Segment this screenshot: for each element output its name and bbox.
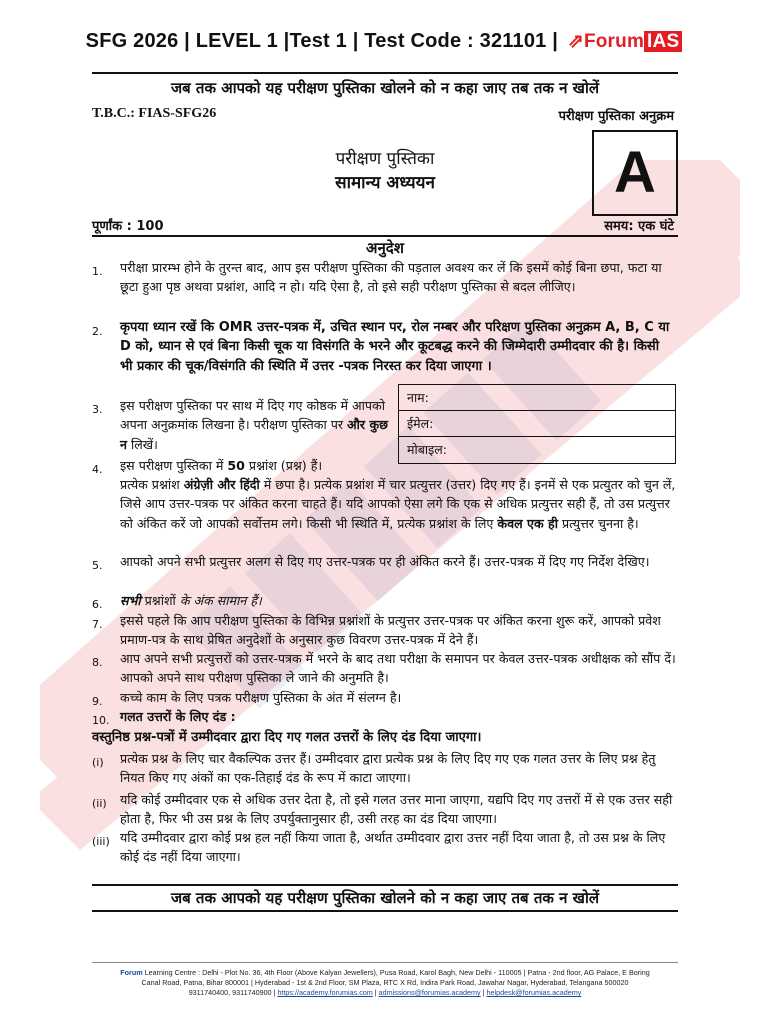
footer-rule: [92, 962, 678, 963]
footer: [92, 968, 678, 998]
only-one: केवल एक ही: [497, 515, 558, 531]
footer-phones: 9311740400, 9311740900 |: [188, 988, 276, 997]
footer-website-link[interactable]: https://academy.forumias.com: [277, 988, 373, 997]
item-number: 3.: [92, 403, 103, 416]
email-row[interactable]: [399, 411, 675, 437]
mobile-row[interactable]: [399, 437, 675, 462]
item-number: 5.: [92, 559, 103, 572]
logo-text-ias: IAS: [644, 31, 682, 52]
penalty-item-1: प्रत्येक प्रश्न के लिए चार वैकल्पिक उत्तर हैं। उम्मीदवार द्वारा प्रत्येक प्रश्न के लिए दिए गए एक गलत उत्तर के लिए प्रश्न हेतु नियत किए गए अंकों का एक-तिहाई दंड के रूप में काटा जाएगा।: [120, 751, 656, 786]
footer-address-1: Learning Centre : Delhi - Plot No. 36, 4th Floor (Above Kalyan Jewellers), Pusa Road, Karol Bagh, New Delhi - 110005 | Patna - 2nd floor, AG Palace, E Boring: [144, 968, 650, 977]
languages: अंग्रेज़ी और हिंदी: [183, 477, 260, 492]
logo-text-forum: Forum: [583, 31, 645, 53]
candidate-details-box: [398, 384, 676, 464]
instruction-4-body-b: में छपा है। प्रत्येक प्रश्नांश में चार प्रत्युत्तर (उत्तर) दिए गए हैं। इनमें से एक प्रत्युतर को चुन लें, जिसे आप उत्तर-पत्रक पर अंकित करना चाहते हैं। यदि आपको ऐसा लगे कि एक से अधिक प्रत्युत्तर सही हैं, तो उस प्रत्युत्तर को अंकित करें जो आपको सर्वोत्तम लगे। किसी भी स्थिति में, प्रत्येक प्रश्नांश के लिए: [120, 477, 676, 531]
tbc-code: T.B.C.: FIAS-SFG26: [92, 106, 217, 121]
footer-admissions-email[interactable]: admissions@forumias.academy: [378, 988, 481, 997]
bottom-rule-top: [92, 884, 678, 886]
instruction-5: आपको अपने सभी प्रत्युत्तर अलग से दिए गए उत्तर-पत्रक पर ही अंकित करने हैं। उत्तर-पत्रक में दिए गए निर्देश देखिए।: [120, 554, 650, 569]
name-row[interactable]: [399, 385, 675, 411]
item-number: 7.: [92, 618, 103, 631]
footer-line-1: [92, 968, 678, 978]
booklet-series-box: A: [592, 130, 678, 216]
instruction-2: कृपया ध्यान रखें कि OMR उत्तर-पत्रक में, उचित स्थान पर, रोल नम्बर और परिक्षण पुस्तिका अनुक्रम A, B, C या D को, ध्यान से एवं बिना किसी चूक या विसंगति के भरने और कूटबद्ध करने की जिम्मेदारी उम्मीदवार की है। किसी भी प्रकार की चूक/विसंगति की स्थिति में उत्तर -पत्रक निरस्त कर दिया जाएगा ।: [120, 320, 670, 374]
item-number: 6.: [92, 598, 103, 611]
instruction-3-emphasis: और कुछ न: [120, 417, 388, 452]
instruction-4-body-a: प्रत्येक प्रश्नांश: [120, 477, 184, 492]
penalty-number: (iii): [92, 835, 110, 848]
instruction-3-end: लिखें।: [127, 436, 158, 452]
footer-separator: |: [482, 988, 485, 997]
warning-bottom: जब तक आपको यह परीक्षण पुस्तिका खोलने को न कहा जाए तब तक न खोलें: [170, 889, 600, 907]
penalty-item-2: यदि कोई उम्मीदवार एक से अधिक उत्तर देता है, तो इसे गलत उत्तर माना जाएगा, यद्यपि दिए गए उत्तरों में से एक उत्तर सही होता है, फिर भी उस प्रश्न के लिए उपर्युक्तानुसार ही, उसी तरह का दंड दिया जाएगा।: [120, 792, 673, 827]
max-marks: पूर्णांक : 100: [92, 219, 164, 234]
instruction-4-body: [120, 475, 676, 533]
test-header: [0, 30, 768, 53]
footer-separator: |: [374, 988, 377, 997]
footer-contacts: [92, 988, 678, 998]
instruction-6-italic: के अंक सामान हैं।: [179, 593, 262, 608]
question-count: 50: [227, 458, 245, 473]
item-number: 1.: [92, 265, 103, 278]
instructions-heading: अनुदेश: [366, 239, 404, 257]
instruction-6-text: प्रश्नांशों: [140, 593, 180, 608]
all-word: सभी: [120, 593, 141, 608]
name-label: नाम:: [407, 390, 429, 405]
instruction-1: परीक्षा प्रारम्भ होने के तुरन्त बाद, आप इस परीक्षण पुस्तिका की पड़ताल अवश्य कर लें कि इसमें कोई बिना छपा, फटा या छूटा हुआ पृष्ठ अथवा प्रश्नांश, आदि न हो। यदि ऐसा है, तो इसे सही परीक्षण पुस्तिका से बदल लीजिए।: [120, 260, 662, 295]
instruction-4-text: इस परीक्षण पुस्तिका में: [120, 458, 228, 473]
footer-brand: Forum: [120, 968, 143, 977]
email-label: ईमेल:: [407, 416, 434, 431]
warning-top: जब तक आपको यह परीक्षण पुस्तिका खोलने को न कहा जाए तब तक न खोलें: [170, 79, 600, 97]
test-code-title: SFG 2026 | LEVEL 1 |Test 1 | Test Code : 321101 |: [85, 30, 559, 52]
instruction-3: [120, 396, 388, 454]
penalty-item-3: यदि उम्मीदवार द्वारा कोई प्रश्न हल नहीं किया जाता है, अर्थात उम्मीदवार द्वारा उत्तर नहीं दिया जाता है, तो उस प्रश्न के लिए कोई दंड नहीं दिया जाएगा।: [120, 830, 666, 865]
penalty-number: (i): [92, 756, 104, 769]
top-rule: [92, 72, 678, 74]
footer-helpdesk-email[interactable]: helpdesk@forumias.academy: [486, 988, 582, 997]
instruction-9: कच्चे काम के लिए पत्रक परीक्षण पुस्तिका के अंत में संलग्न है।: [120, 690, 402, 705]
instruction-10: गलत उत्तरों के लिए दंड :: [120, 709, 236, 724]
instruction-4-lead: [120, 456, 388, 475]
item-number: 4.: [92, 463, 103, 476]
subject-title: सामान्य अध्ययन: [335, 173, 435, 193]
marks-rule: [92, 235, 678, 237]
mobile-label: मोबाइल:: [407, 442, 447, 457]
item-number: 2.: [92, 325, 103, 338]
item-number: 9.: [92, 695, 103, 708]
booklet-title: परीक्षण पुस्तिका: [335, 149, 435, 169]
instruction-3-text: इस परीक्षण पुस्तिका पर साथ में दिए गए कोष्ठक में आपको अपना अनुक्रमांक लिखना है। परीक्षण पुस्तिका पर: [120, 398, 385, 433]
forumias-logo-icon: ⇗: [567, 31, 584, 53]
instruction-4-text-end: प्रश्नांश (प्रश्न) हैं।: [244, 458, 323, 473]
item-number: 10.: [92, 714, 110, 727]
bottom-rule: [92, 910, 678, 912]
instruction-8: आप अपने सभी प्रत्युत्तरों को उत्तर-पत्रक में भरने के बाद तथा परीक्षा के समापन पर केवल उत्तर-पत्रक अधीक्षक को सौंप दें। आपको अपने साथ परीक्षण पुस्तिका ले जाने की अनुमति है।: [120, 651, 676, 686]
instruction-4-body-c: प्रत्युत्तर चुनना है।: [557, 515, 639, 531]
instruction-7: इससे पहले कि आप परीक्षण पुस्तिका के विभिन्न प्रश्नांशों के प्रत्युत्तर उत्तर-पत्रक पर अंकित करना शुरू करें, आपको प्रवेश प्रमाण-पत्र के साथ प्रेषित अनुदेशों के अनुसार कुछ विवरण उत्तर-पत्रक में देने हैं।: [120, 613, 661, 648]
booklet-sequence-label: परीक्षण पुस्तिका अनुक्रम: [558, 109, 674, 124]
footer-address-2: Canal Road, Patna, Bihar 800001 | Hyderabad - 1st & 2nd Floor, SM Plaza, RTC X Rd, Indira Park Road, Jawahar Nagar, Hyderabad, Telangana 500020: [141, 978, 629, 987]
penalty-heading: वस्तुनिष्ठ प्रश्न-पत्रों में उम्मीदवार द्वारा दिए गए गलत उत्तरों के लिए दंड दिया जाएगा।: [92, 730, 482, 745]
forumias-logo: [568, 30, 683, 53]
instruction-6: [120, 591, 676, 610]
penalty-number: (ii): [92, 797, 107, 810]
time-allowed: समय: एक घंटे: [604, 219, 674, 234]
item-number: 8.: [92, 656, 103, 669]
